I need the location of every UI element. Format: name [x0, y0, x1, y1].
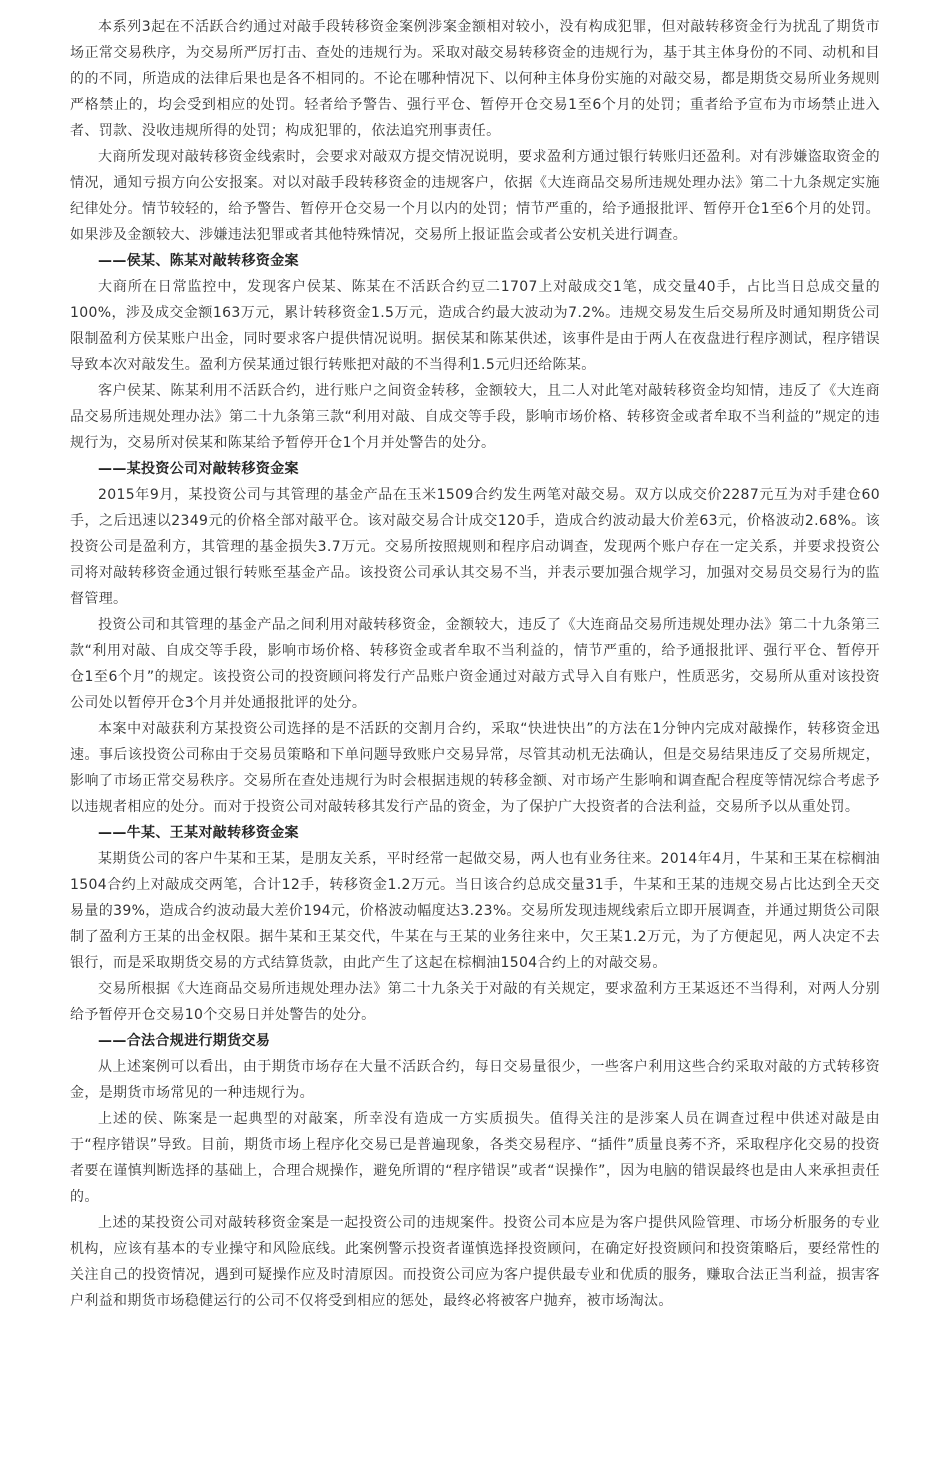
section-heading-compliance: ——合法合规进行期货交易	[98, 1033, 271, 1049]
paragraph-compliance-1: 从上述案例可以看出，由于期货市场存在大量不活跃合约，每日交易量很少，一些客户利用这些合约采取对敲的方式转移资金，是期货市场常见的一种违规行为。	[70, 1059, 880, 1101]
paragraph-case-2-analysis: 本案中对敲获利方某投资公司选择的是不活跃的交割月合约，采取“快进快出”的方法在1分钟内完成对敲操作，转移资金迅速。事后该投资公司称由于交易员策略和下单问题导致账户交易异常，尽管其动机无法确认，但是交易结果违反了交易所规定，影响了市场正常交易秩序。交易所在查处违规行为时会根据违规的转移金额、对市场产生影响和调查配合程度等情况综合考虑予以违规者相应的处分。而对于投资公司对敲转移其发行产品的资金，为了保护广大投资者的合法利益，交易所予以从重处罚。	[70, 721, 880, 815]
section-heading-case-2: ——某投资公司对敲转移资金案	[98, 461, 299, 477]
paragraph-case-1-penalty: 客户侯某、陈某利用不活跃合约，进行账户之间资金转移，金额较大，且二人对此笔对敲转移资金均知情，违反了《大连商品交易所违规处理办法》第二十九条第三款“利用对敲、自成交等手段，影响市场价格、转移资金或者牟取不当利益的”规定的违规行为，交易所对侯某和陈某给予暂停开仓1个月并处警告的处分。	[70, 383, 880, 451]
paragraph-compliance-3: 上述的某投资公司对敲转移资金案是一起投资公司的违规案件。投资公司本应是为客户提供风险管理、市场分析服务的专业机构，应该有基本的专业操守和风险底线。此案例警示投资者谨慎选择投资顾问，在确定好投资顾问和投资策略后，要经常性的关注自己的投资情况，遇到可疑操作应及时清原因。而投资公司应为客户提供最专业和优质的服务，赚取合法正当利益，损害客户利益和期货市场稳健运行的公司不仅将受到相应的惩处，最终必将被客户抛弃，被市场淘汰。	[70, 1215, 880, 1309]
paragraph-dce-procedure: 大商所发现对敲转移资金线索时，会要求对敲双方提交情况说明，要求盈利方通过银行转账归还盈利。对有涉嫌盗取资金的情况，通知亏损方向公安报案。对以对敲手段转移资金的违规客户，依据《大连商品交易所违规处理办法》第二十九条规定实施纪律处分。情节较轻的，给予警告、暂停开仓交易一个月以内的处罚；情节严重的，给予通报批评、暂停开仓1至6个月的处罚。如果涉及金额较大、涉嫌违法犯罪或者其他特殊情况，交易所上报证监会或者公安机关进行调查。	[70, 149, 880, 243]
paragraph-compliance-2: 上述的侯、陈案是一起典型的对敲案，所幸没有造成一方实质损失。值得关注的是涉案人员在调查过程中供述对敲是由于“程序错误”导致。目前，期货市场上程序化交易已是普遍现象，各类交易程序、“插件”质量良莠不齐，采取程序化交易的投资者要在谨慎判断选择的基础上，合理合规操作，避免所谓的“程序错误”或者“误操作”，因为电脑的错误最终也是由人来承担责任的。	[70, 1111, 880, 1205]
paragraph-case-3-penalty: 交易所根据《大连商品交易所违规处理办法》第二十九条关于对敲的有关规定，要求盈利方王某返还不当得利，对两人分别给予暂停开仓交易10个交易日并处警告的处分。	[70, 981, 880, 1023]
section-heading-case-3: ——牛某、王某对敲转移资金案	[98, 825, 299, 841]
paragraph-intro: 本系列3起在不活跃合约通过对敲手段转移资金案例涉案金额相对较小，没有构成犯罪，但对敲转移资金行为扰乱了期货市场正常交易秩序，为交易所严厉打击、查处的违规行为。采取对敲交易转移资金的违规行为，基于其主体身份的不同、动机和目的的不同，所造成的法律后果也是各不相同的。不论在哪种情况下、以何种主体身份实施的对敲交易，都是期货交易所业务规则严格禁止的，均会受到相应的处罚。轻者给予警告、强行平仓、暂停开仓交易1至6个月的处罚；重者给予宣布为市场禁止进入者、罚款、没收违规所得的处罚；构成犯罪的，依法追究刑事责任。	[70, 19, 880, 139]
paragraph-case-2-facts: 2015年9月，某投资公司与其管理的基金产品在玉米1509合约发生两笔对敲交易。双方以成交价2287元互为对手建仓60手，之后迅速以2349元的价格全部对敲平仓。该对敲交易合计成交120手，造成合约波动最大价差63元，价格波动2.68%。该投资公司是盈利方，其管理的基金损失3.7万元。交易所按照规则和程序启动调查，发现两个账户存在一定关系，并要求投资公司将对敲转移资金通过银行转账至基金产品。该投资公司承认其交易不当，并表示要加强合规学习，加强对交易员交易行为的监督管理。	[70, 487, 880, 607]
paragraph-case-3-facts: 某期货公司的客户牛某和王某，是朋友关系，平时经常一起做交易，两人也有业务往来。2014年4月，牛某和王某在棕榈油1504合约上对敲成交两笔，合计12手，转移资金1.2万元。当日该合约总成交量31手，牛某和王某的违规交易占比达到全天交易量的39%，造成合约波动最大差价194元，价格波动幅度达3.23%。交易所发现违规线索后立即开展调查，并通过期货公司限制了盈利方王某的出金权限。据牛某和王某交代，牛某在与王某的业务往来中，欠王某1.2万元，为了方便起见，两人决定不去银行，而是采取期货交易的方式结算货款，由此产生了这起在棕榈油1504合约上的对敲交易。	[70, 851, 880, 971]
paragraph-case-2-penalty: 投资公司和其管理的基金产品之间利用对敲转移资金，金额较大，违反了《大连商品交易所违规处理办法》第二十九条第三款“利用对敲、自成交等手段，影响市场价格、转移资金或者牟取不当利益的，情节严重的，给予通报批评、强行平仓、暂停开仓1至6个月”的规定。该投资公司的投资顾问将发行产品账户资金通过对敲方式导入自有账户，性质恶劣，交易所从重对该投资公司处以暂停开仓3个月并处通报批评的处分。	[70, 617, 880, 711]
section-heading-case-1: ——侯某、陈某对敲转移资金案	[98, 253, 299, 269]
paragraph-case-1-facts: 大商所在日常监控中，发现客户侯某、陈某在不活跃合约豆二1707上对敲成交1笔，成交量40手，占比当日总成交量的100%，涉及成交金额163万元，累计转移资金1.5万元，造成合约最大波动为7.2%。违规交易发生后交易所及时通知期货公司限制盈利方侯某账户出金，同时要求客户提供情况说明。据侯某和陈某供述，该事件是由于两人在夜盘进行程序测试，程序错误导致本次对敲发生。盈利方侯某通过银行转账把对敲的不当得利1.5元归还给陈某。	[70, 279, 880, 373]
